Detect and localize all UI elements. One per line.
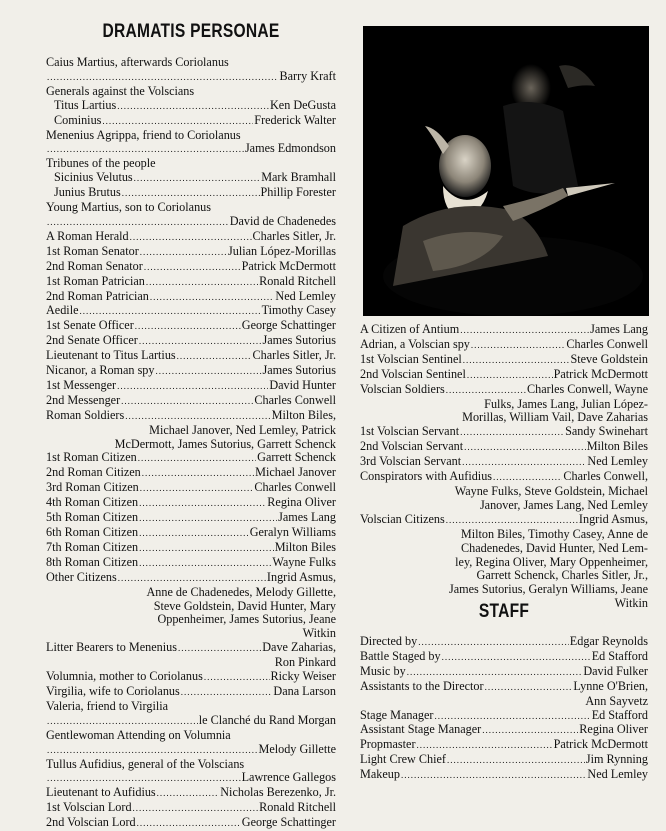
cast-actor: Melody Gillette: [258, 742, 336, 756]
cast-entry: [46, 496, 336, 511]
cast-continuation: Witkin: [614, 596, 648, 611]
staff-entry: [360, 768, 648, 783]
cast-role: 1st Senate Officer: [46, 319, 134, 333]
cast-entry: [360, 470, 648, 485]
cast-role: Gentlewoman Attending on Volumnia: [46, 727, 231, 742]
cast-actor: James Lang: [590, 323, 648, 336]
cast-actor: Charles Conwell,: [563, 470, 648, 484]
cast-actor: Steve Goldstein: [570, 352, 648, 366]
cast-role: Nicanor, a Roman spy: [46, 364, 155, 378]
cast-entry: [46, 245, 336, 260]
cast-entry: [360, 353, 648, 368]
cast-actor: Barry Kraft: [279, 69, 336, 83]
cast-entry: [46, 714, 336, 729]
cast-role: 1st Volscian Lord: [46, 801, 132, 815]
cast-entry: [46, 466, 336, 481]
staff-name: Ned Lemley: [587, 768, 648, 782]
cast-continuation: Milton Biles, Timothy Casey, Anne de: [460, 526, 648, 541]
cast-role: Volscian Soldiers: [360, 382, 445, 396]
cast-continuation: Wayne Fulks, Steve Goldstein, Michael: [454, 483, 648, 498]
cast-entry: [46, 142, 336, 157]
cast-role: Volumnia, mother to Coriolanus: [46, 670, 203, 684]
staff-name: Ed Stafford: [591, 708, 648, 722]
cast-actor: Nicholas Berezenko, Jr.: [220, 786, 336, 800]
cast-actor: Ronald Ritchell: [259, 801, 336, 815]
cast-entry: [46, 685, 336, 700]
cast-entry: [360, 425, 648, 440]
cast-actor: Mark Bramhall: [261, 171, 336, 185]
cast-actor: Garrett Schenck: [257, 451, 336, 465]
cast-actor: Julian López-Morillas: [228, 244, 336, 258]
cast-entry: [360, 513, 648, 528]
cast-actor: Frederick Walter: [254, 113, 336, 127]
cast-role: Young Martius, son to Coriolanus: [46, 200, 212, 215]
cast-actor: Ned Lemley: [275, 289, 336, 303]
cast-actor: Ingrid Asmus,: [266, 570, 336, 584]
cast-role: Virgilia, wife to Coriolanus: [46, 684, 180, 698]
cast-role: Other Citizens: [46, 570, 117, 584]
staff-role: Directed by: [360, 635, 418, 648]
cast-continuation: Oppenheimer, James Sutorius, Jeane: [157, 612, 336, 627]
cast-entry: [46, 409, 336, 424]
cast-role: Litter Bearers to Menenius: [46, 641, 177, 655]
cast-role: Lieutenant to Titus Lartius: [46, 349, 176, 363]
staff-name: David Fulker: [583, 664, 648, 678]
cast-continuation: McDermott, James Sutorius, Garrett Schenck: [114, 436, 336, 451]
cast-entry: [46, 304, 336, 319]
cast-role: Volscian Citizens: [360, 512, 445, 526]
cast-entry: [46, 641, 336, 656]
cast-entry: [46, 743, 336, 758]
staff-name: Ed Stafford: [591, 649, 648, 663]
cast-entry: [360, 455, 648, 470]
cast-actor: Ingrid Asmus,: [578, 512, 648, 526]
staff-role: Light Crew Chief: [360, 753, 446, 767]
cast-role: Junius Brutus: [54, 186, 121, 200]
cast-entry: [46, 364, 336, 379]
cast-role: 2nd Volscian Lord: [46, 816, 136, 830]
cast-continuation: Ron Pinkard: [274, 655, 336, 670]
cast-list: [46, 56, 336, 831]
cast-entry: [46, 230, 336, 245]
staff-name: Jim Rynning: [585, 753, 648, 767]
staff-entry: [360, 650, 648, 665]
cast-continuation: Steve Goldstein, David Hunter, Mary: [153, 598, 336, 613]
cast-role: 1st Volscian Servant: [360, 425, 460, 439]
cast-entry: [46, 526, 336, 541]
cast-actor: Phillip Forester: [260, 186, 336, 200]
cast-continuation: James Sutorius, Geralyn Williams, Jeane: [449, 582, 648, 597]
cast-continuation: Morillas, William Vail, Dave Zaharias: [462, 410, 648, 425]
production-photo-image: [363, 26, 649, 316]
cast-actor: Wayne Fulks: [272, 555, 336, 569]
cast-actor: Ned Lemley: [587, 455, 648, 469]
cast-entry: [46, 260, 336, 275]
cast-group-header: Tribunes of the people: [46, 156, 156, 171]
cast-role: 3rd Volscian Servant: [360, 455, 462, 469]
cast-continuation: Chadenedes, David Hunter, Ned Lem-: [460, 540, 648, 555]
cast-actor: David de Chadenedes: [229, 214, 336, 228]
cast-actor: Dave Zaharias,: [262, 641, 336, 655]
cast-actor: Ken DeGusta: [270, 98, 336, 112]
cast-continuation: ley, Regina Oliver, Mary Oppenheimer,: [455, 554, 648, 569]
cast-role: 3rd Roman Citizen: [46, 481, 139, 495]
cast-continuation: Fulks, James Lang, Julian López-: [484, 396, 648, 411]
cast-role: Menenius Agrippa, friend to Coriolanus: [46, 127, 241, 142]
cast-entry: [46, 349, 336, 364]
cast-actor: Charles Conwell: [566, 337, 648, 351]
staff-entry: [360, 665, 648, 680]
cast-actor: George Schattinger: [241, 816, 336, 830]
cast-entry: [46, 290, 336, 305]
cast-actor: James Edmondson: [244, 142, 336, 156]
cast-actor: Charles Sitler, Jr.: [252, 349, 336, 363]
dramatis-personae-title: DRAMATIS PERSONAE: [102, 21, 280, 42]
staff-name: Regina Oliver: [579, 723, 648, 737]
staff-list: [360, 635, 648, 783]
staff-continuation: Ann Sayvetz: [585, 693, 648, 708]
cast-actor: George Schattinger: [241, 319, 336, 333]
cast-actor: le Clanché du Rand Morgan: [198, 713, 336, 727]
cast-actor: Michael Janover: [255, 466, 336, 480]
cast-role: 6th Roman Citizen: [46, 526, 139, 539]
cast-actor: James Sutorius: [262, 334, 336, 348]
cast-entry: [46, 801, 336, 816]
cast-role: 7th Roman Citizen: [46, 540, 139, 554]
cast-role: 2nd Messenger: [46, 393, 121, 407]
cast-entry: [360, 323, 648, 338]
cast-role: 1st Roman Patrician: [46, 274, 145, 288]
cast-entry: [46, 114, 336, 129]
cast-entry: [360, 440, 648, 455]
cast-entry: [46, 319, 336, 334]
cast-entry: [360, 368, 648, 383]
cast-role: A Roman Herald: [46, 229, 129, 243]
cast-entry: [46, 541, 336, 556]
cast-actor: Charles Conwell: [254, 393, 336, 407]
cast-actor: Charles Conwell: [254, 481, 336, 495]
cast-actor: Milton Biles: [274, 540, 336, 554]
cast-actor: Dana Larson: [273, 684, 336, 698]
staff-role: Assistant Stage Manager: [360, 723, 482, 737]
cast-role: 4th Roman Citizen: [46, 496, 139, 510]
cast-role: Adrian, a Volscian spy: [360, 337, 470, 351]
staff-entry: [360, 680, 648, 695]
cast-actor: Geralyn Williams: [249, 526, 336, 539]
cast-continuation: Anne de Chadenedes, Melody Gillette,: [146, 584, 336, 599]
cast-entry: [46, 571, 336, 586]
staff-role: Propmaster: [360, 738, 416, 752]
staff-entry: [360, 753, 648, 768]
cast-role: Tullus Aufidius, general of the Volscians: [46, 756, 245, 771]
staff-role: Battle Staged by: [360, 649, 441, 663]
cast-entry: [46, 771, 336, 786]
cast-role: Titus Lartius: [54, 98, 117, 112]
cast-entry: [46, 99, 336, 114]
cast-continuation: Witkin: [302, 626, 336, 641]
cast-entry: [46, 511, 336, 526]
staff-entry: [360, 709, 648, 724]
cast-role: 2nd Roman Patrician: [46, 289, 149, 303]
cast-entry: [46, 394, 336, 409]
cast-entry: [46, 556, 336, 571]
cast-role: 1st Messenger: [46, 378, 117, 392]
cast-entry: [46, 786, 336, 801]
cast-actor: Milton Biles,: [271, 408, 336, 422]
cast-continuation: Michael Janover, Ned Lemley, Patrick: [149, 422, 336, 437]
cast-role: 5th Roman Citizen: [46, 511, 139, 525]
cast-entry: [46, 215, 336, 230]
staff-entry: [360, 635, 648, 650]
staff-role: Music by: [360, 664, 406, 678]
cast-entry: [46, 334, 336, 349]
cast-actor: Charles Conwell, Wayne: [527, 382, 648, 396]
cast-actor: Charles Sitler, Jr.: [252, 229, 336, 243]
cast-entry: [46, 171, 336, 186]
cast-group-header: Generals against the Volscians: [46, 83, 195, 98]
staff-title: STAFF: [478, 601, 530, 622]
cast-actor: David Hunter: [269, 378, 336, 392]
cast-role: Roman Soldiers: [46, 408, 125, 422]
cast-entry: [46, 816, 336, 831]
cast-actor: Timothy Casey: [261, 304, 336, 318]
cast-actor: Patrick McDermott: [241, 259, 336, 273]
staff-role: Stage Manager: [360, 708, 434, 722]
cast-role: Valeria, friend to Virgilia: [46, 698, 169, 713]
cast-actor: Ronald Ritchell: [259, 274, 336, 288]
cast-role: A Citizen of Antium: [360, 323, 460, 336]
staff-entry: [360, 738, 648, 753]
cast-actor: Regina Oliver: [267, 496, 336, 510]
cast-entry: [46, 379, 336, 394]
cast-actor: James Lang: [278, 511, 336, 525]
cast-actor: Milton Biles: [586, 440, 648, 454]
cast-continuation: Garrett Schenck, Charles Sitler, Jr.,: [476, 568, 648, 583]
cast-role: Sicinius Velutus: [54, 171, 133, 185]
staff-name: Edgar Reynolds: [569, 635, 648, 648]
cast-role: Caius Martius, afterwards Coriolanus: [46, 55, 229, 69]
staff-role: Assistants to the Director: [360, 679, 484, 693]
cast-actor: Ricky Weiser: [270, 670, 336, 684]
cast-actor: Sandy Swinehart: [565, 425, 648, 439]
cast-actor: Lawrence Gallegos: [241, 771, 336, 785]
cast-role: 2nd Volscian Sentinel: [360, 367, 466, 381]
cast-role: 1st Roman Senator: [46, 244, 139, 258]
staff-name: Lynne O'Brien,: [573, 679, 648, 693]
staff-role: Makeup: [360, 768, 400, 782]
cast-role: 2nd Volscian Servant: [360, 440, 464, 454]
cast-entry: [46, 70, 336, 85]
cast-entry: [46, 481, 336, 496]
cast-actor: Patrick McDermott: [553, 367, 648, 381]
cast-role: Cominius: [54, 113, 102, 127]
cast-actor: James Sutorius: [262, 364, 336, 378]
cast-role: Lieutenant to Aufidius: [46, 786, 156, 800]
staff-name: Patrick McDermott: [553, 738, 648, 752]
cast-role: Conspirators with Aufidius: [360, 470, 493, 484]
cast-entry: [46, 451, 336, 466]
cast-role: 8th Roman Citizen: [46, 555, 139, 569]
cast-role: 2nd Senate Officer: [46, 334, 138, 348]
cast-role: 2nd Roman Senator: [46, 259, 143, 273]
cast-role: 1st Roman Citizen: [46, 451, 137, 465]
cast-entry: [360, 383, 648, 398]
cast-entry: [46, 275, 336, 290]
cast-role: 2nd Roman Citizen: [46, 466, 141, 480]
cast-continuation: Janover, James Lang, Ned Lemley: [479, 497, 648, 512]
cast-list-continued: [360, 323, 648, 611]
cast-entry: [46, 670, 336, 685]
production-photo: [363, 26, 649, 316]
cast-entry: [46, 186, 336, 201]
staff-entry: [360, 723, 648, 738]
cast-role: 1st Volscian Sentinel: [360, 352, 462, 366]
cast-entry: [360, 338, 648, 353]
cast-role: Aedile: [46, 304, 79, 318]
